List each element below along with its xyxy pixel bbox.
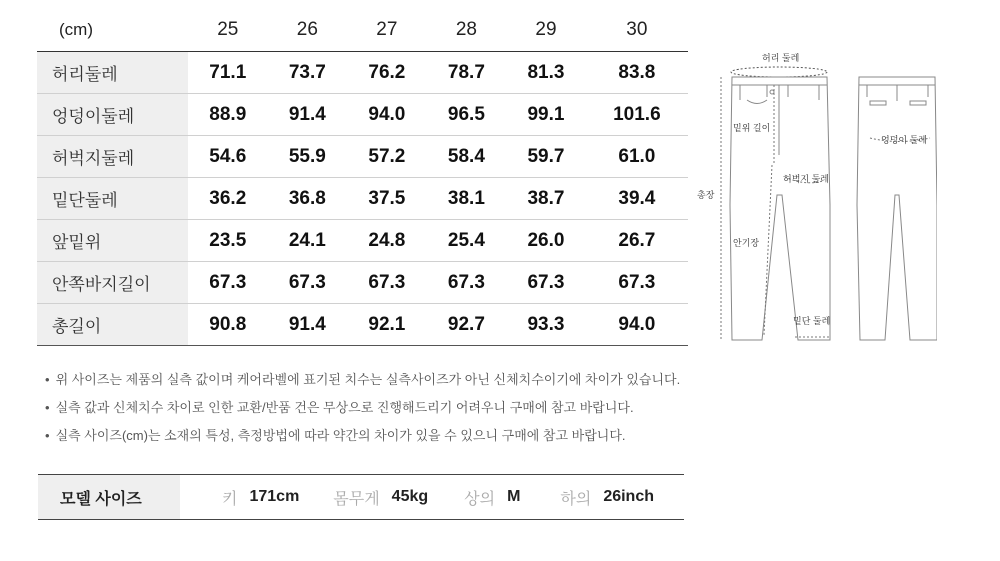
model-value: 45kg — [391, 488, 429, 505]
table-cell: 83.8 — [586, 52, 688, 94]
row-label: 엉덩이둘레 — [37, 94, 188, 136]
table-cell: 25.4 — [427, 220, 507, 262]
total-length-label: 총장 — [697, 190, 715, 200]
table-cell: 26.0 — [506, 220, 586, 262]
table-cell: 99.1 — [506, 94, 586, 136]
table-cell: 38.1 — [427, 178, 507, 220]
table-row — [37, 94, 688, 136]
table-cell: 91.4 — [268, 94, 348, 136]
table-cell: 57.2 — [347, 136, 427, 178]
size-col-header: 26 — [296, 18, 318, 40]
measurement-guides — [721, 77, 930, 340]
table-cell: 81.3 — [506, 52, 586, 94]
table-cell: 36.2 — [188, 178, 268, 220]
size-notes — [45, 366, 680, 450]
table-cell: 94.0 — [586, 304, 688, 346]
table-row — [37, 220, 688, 262]
rise-label: 밑위 길이 — [733, 123, 771, 133]
table-cell: 94.0 — [347, 94, 427, 136]
model-top-size — [464, 486, 520, 509]
table-cell: 92.1 — [347, 304, 427, 346]
model-size-label: 모델 사이즈 — [38, 475, 180, 519]
table-cell: 37.5 — [347, 178, 427, 220]
table-row — [37, 136, 688, 178]
model-weight — [333, 486, 428, 509]
model-bottom-size — [560, 486, 654, 509]
note-item: • 위 사이즈는 제품의 실측 값이며 케어라벨에 표기된 치수는 실측사이즈가 아닌 신체치수이기에 차이가 있습니다. — [45, 366, 680, 394]
table-cell: 58.4 — [427, 136, 507, 178]
table-cell: 23.5 — [188, 220, 268, 262]
model-value: 171cm — [249, 488, 300, 505]
table-cell: 67.3 — [347, 262, 427, 304]
model-key: 상의 — [464, 490, 496, 508]
size-col-header: 25 — [217, 18, 239, 40]
table-row — [37, 304, 688, 346]
table-cell: 73.7 — [268, 52, 348, 94]
inseam-label: 안기장 — [733, 238, 760, 248]
model-value: 26inch — [603, 488, 654, 505]
table-cell: 67.3 — [188, 262, 268, 304]
table-cell: 36.8 — [268, 178, 348, 220]
row-label: 밑단둘레 — [37, 178, 188, 220]
waist-label: 허리 둘레 — [762, 53, 800, 63]
front-pants-illustration — [730, 67, 830, 340]
row-label: 앞밑위 — [37, 220, 188, 262]
row-label: 허벅지둘레 — [37, 136, 188, 178]
table-row — [37, 178, 688, 220]
table-cell: 26.7 — [586, 220, 688, 262]
model-size-table — [38, 474, 684, 520]
note-item: • 실측 사이즈(cm)는 소재의 특성, 측정방법에 따라 약간의 차이가 있을 수 있으니 구매에 참고 바랍니다. — [45, 422, 680, 450]
table-cell: 78.7 — [427, 52, 507, 94]
table-cell: 93.3 — [506, 304, 586, 346]
row-label: 총길이 — [37, 304, 188, 346]
table-cell: 39.4 — [586, 178, 688, 220]
size-col-header: 27 — [376, 18, 398, 40]
table-cell: 38.7 — [506, 178, 586, 220]
table-cell: 67.3 — [268, 262, 348, 304]
table-cell: 24.1 — [268, 220, 348, 262]
table-cell: 96.5 — [427, 94, 507, 136]
unit-label: (cm) — [59, 19, 93, 39]
table-cell: 59.7 — [506, 136, 586, 178]
model-value: M — [507, 488, 521, 505]
table-cell: 101.6 — [586, 94, 688, 136]
table-cell: 71.1 — [188, 52, 268, 94]
note-item: • 실측 값과 신체치수 차이로 인한 교환/반품 건은 무상으로 진행해드리기 어려우니 구매에 참고 바랍니다. — [45, 394, 680, 422]
model-key: 키 — [222, 490, 238, 508]
size-col-header: 28 — [455, 18, 477, 40]
table-row — [37, 262, 688, 304]
table-cell: 55.9 — [268, 136, 348, 178]
thigh-label: 허벅지 둘레 — [783, 174, 829, 184]
table-row — [37, 52, 688, 94]
model-height — [222, 486, 299, 509]
table-cell: 91.4 — [268, 304, 348, 346]
row-label: 안쪽바지길이 — [37, 262, 188, 304]
hem-label: 밑단 둘레 — [793, 316, 831, 326]
table-cell: 54.6 — [188, 136, 268, 178]
pants-measurement-diagram — [692, 45, 937, 350]
table-cell: 24.8 — [347, 220, 427, 262]
size-header-row — [37, 8, 688, 52]
size-table — [37, 8, 688, 346]
table-cell: 88.9 — [188, 94, 268, 136]
hip-label: 엉덩이 둘레 — [881, 135, 927, 145]
table-cell: 61.0 — [586, 136, 688, 178]
table-cell: 67.3 — [427, 262, 507, 304]
table-cell: 76.2 — [347, 52, 427, 94]
table-cell: 67.3 — [586, 262, 688, 304]
table-cell: 92.7 — [427, 304, 507, 346]
size-col-header: 29 — [535, 18, 557, 40]
row-label: 허리둘레 — [37, 52, 188, 94]
model-key: 하의 — [560, 490, 592, 508]
back-pants-illustration — [857, 77, 937, 340]
table-cell: 67.3 — [506, 262, 586, 304]
size-col-header: 30 — [626, 18, 648, 40]
model-key: 몸무게 — [333, 490, 380, 508]
table-cell: 90.8 — [188, 304, 268, 346]
